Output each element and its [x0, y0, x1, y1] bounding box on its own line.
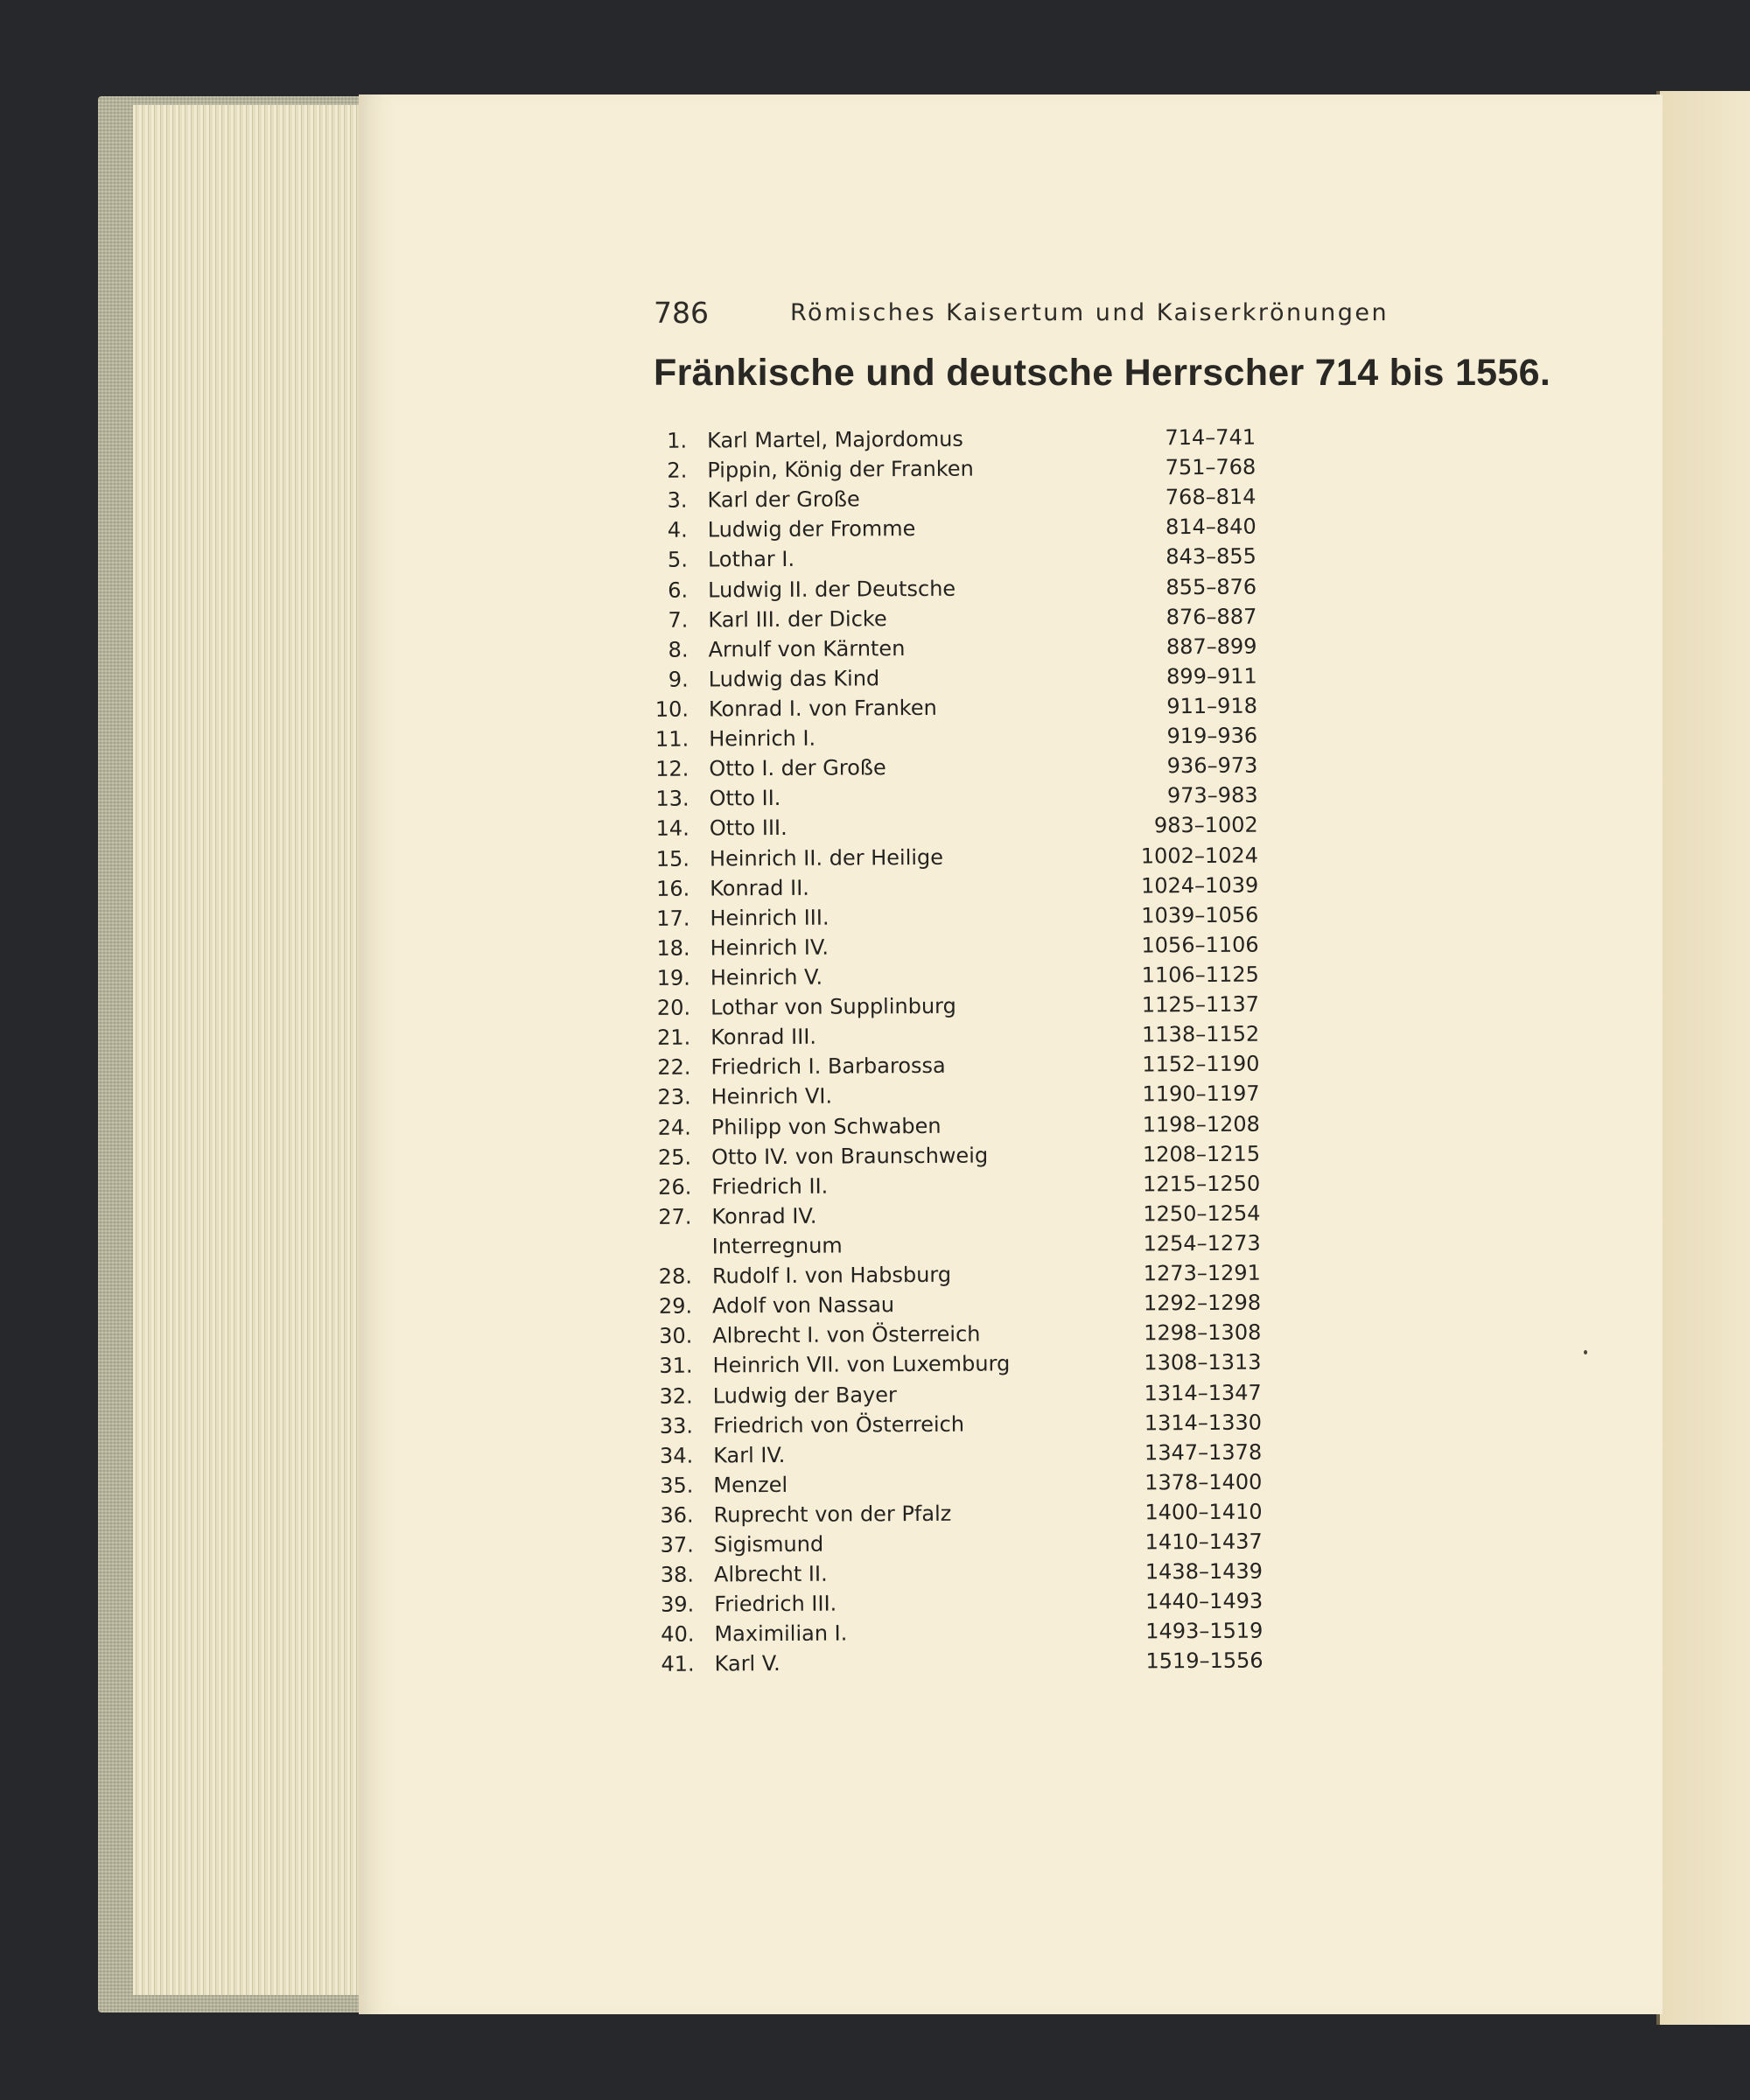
ruler-row [635, 1230, 1283, 1264]
ruler-years: 1002–1024 [1140, 843, 1259, 868]
ruler-number: 4. [667, 517, 688, 543]
ruler-row [634, 1052, 1281, 1086]
ruler-number: 7. [668, 607, 689, 633]
ruler-number: 41. [661, 1652, 695, 1677]
ruler-name: Konrad II. [710, 875, 809, 901]
page-title: Fränkische und deutsche Herrscher 714 bis 1556. [654, 352, 1551, 394]
ruler-row [630, 424, 1278, 458]
ruler-number: 20. [656, 995, 691, 1020]
ruler-number: 31. [659, 1353, 693, 1379]
ruler-name: Karl V. [714, 1651, 780, 1676]
ruler-row [637, 1619, 1284, 1653]
ruler-name: Adolf von Nassau [712, 1292, 895, 1319]
ruler-row [637, 1530, 1284, 1564]
ruler-row [634, 1111, 1282, 1145]
page-number: 786 [654, 296, 709, 330]
ruler-years: 1378–1400 [1144, 1469, 1263, 1495]
ruler-name: Ludwig das Kind [708, 666, 880, 692]
ruler-name: Ludwig der Fromme [707, 516, 916, 542]
ruler-name: Menzel [713, 1472, 788, 1498]
ruler-list [630, 424, 1285, 1682]
ruler-number: 21. [656, 1025, 691, 1051]
ruler-years: 1400–1410 [1144, 1499, 1263, 1525]
ruler-name: Albrecht I. von Österreich [712, 1321, 981, 1348]
ruler-name: Ruprecht von der Pfalz [713, 1501, 952, 1528]
ruler-row [637, 1589, 1284, 1623]
ruler-name: Friedrich I. Barbarossa [710, 1054, 946, 1080]
ruler-name: Konrad IV. [711, 1203, 817, 1229]
ruler-number: 3. [667, 487, 688, 513]
ruler-row [630, 455, 1278, 489]
ruler-number: 24. [657, 1115, 691, 1140]
ruler-number: 32. [659, 1383, 693, 1409]
ruler-years: 983–1002 [1153, 813, 1258, 838]
ruler-row [632, 693, 1279, 727]
ruler-years: 751–768 [1165, 454, 1256, 480]
page-edges [133, 105, 360, 1995]
ruler-years: 876–887 [1166, 604, 1257, 629]
ruler-name: Pippin, König der Franken [707, 456, 974, 483]
ruler-number: 1. [667, 428, 688, 453]
ruler-number: 39. [660, 1592, 695, 1618]
ruler-row [631, 634, 1278, 668]
ruler-number: 9. [668, 667, 689, 692]
running-title: Römisches Kaisertum und Kaiserkrönungen [790, 299, 1390, 326]
ruler-name: Konrad I. von Franken [708, 695, 937, 722]
ruler-row [631, 574, 1278, 608]
ruler-row [637, 1559, 1284, 1593]
ruler-row [634, 1200, 1282, 1235]
ruler-number: 16. [655, 876, 690, 901]
ruler-name: Heinrich IV. [710, 934, 830, 961]
ruler-name: Konrad III. [710, 1024, 817, 1050]
ruler-row [635, 1320, 1283, 1354]
ruler-years: 936–973 [1166, 752, 1258, 779]
ruler-row [633, 813, 1280, 847]
ruler-years: 919–936 [1166, 723, 1258, 749]
ruler-number: 36. [660, 1502, 694, 1528]
ruler-row [632, 724, 1279, 758]
ruler-name: Friedrich II. [711, 1173, 829, 1200]
ruler-name: Heinrich III. [710, 905, 830, 931]
ruler-years: 1410–1437 [1144, 1529, 1263, 1555]
ruler-row [635, 1291, 1283, 1325]
ruler-name: Friedrich III. [714, 1591, 837, 1617]
ruler-name: Karl Martel, Majordomus [706, 426, 963, 453]
ruler-years: 1314–1347 [1144, 1380, 1262, 1405]
ruler-years: 1347–1378 [1144, 1439, 1263, 1466]
ruler-number: 40. [661, 1621, 695, 1648]
ruler-row [632, 663, 1279, 697]
ruler-row [637, 1499, 1284, 1533]
running-head [654, 296, 1529, 340]
ruler-years: 1152–1190 [1142, 1051, 1260, 1077]
ruler-name: Friedrich von Österreich [712, 1411, 965, 1438]
ruler-row [635, 1350, 1283, 1384]
ruler-years: 1125–1137 [1141, 991, 1260, 1018]
ruler-name: Heinrich I. [709, 725, 816, 752]
ink-speck [1584, 1350, 1587, 1354]
ruler-name: Lothar von Supplinburg [710, 993, 956, 1020]
ruler-years: 1190–1197 [1142, 1082, 1260, 1107]
ruler-number: 15. [655, 846, 690, 872]
ruler-number: 11. [654, 726, 690, 752]
ruler-years: 843–855 [1166, 544, 1256, 570]
ruler-number: 28. [658, 1264, 693, 1289]
ruler-name: Otto II. [709, 786, 781, 811]
ruler-years: 1215–1250 [1143, 1171, 1261, 1197]
ruler-years: 1438–1439 [1144, 1558, 1264, 1585]
ruler-name: Heinrich V. [710, 964, 823, 990]
ruler-row [636, 1439, 1284, 1474]
ruler-name: Otto IV. von Braunschweig [710, 1143, 989, 1170]
ruler-name: Otto I. der Große [709, 755, 886, 781]
ruler-number: 34. [659, 1443, 694, 1468]
ruler-name: Karl IV. [713, 1442, 786, 1468]
ruler-row [634, 1171, 1282, 1205]
ruler-row [631, 514, 1278, 549]
ruler-name: Arnulf von Kärnten [708, 635, 906, 662]
ruler-row [636, 1410, 1284, 1444]
ruler-row [635, 1261, 1283, 1295]
ruler-years: 1024–1039 [1140, 872, 1259, 899]
ruler-number: 6. [668, 578, 689, 603]
ruler-number: 18. [656, 935, 690, 961]
ruler-name: Karl der Große [707, 486, 860, 513]
ruler-number: 35. [660, 1473, 694, 1498]
ruler-row [636, 1469, 1284, 1503]
ruler-name: Interregnum [711, 1233, 843, 1259]
ruler-row [632, 753, 1279, 788]
ruler-years: 1440–1493 [1144, 1588, 1264, 1614]
ruler-years: 1198–1208 [1142, 1111, 1260, 1137]
ruler-years: 714–741 [1165, 424, 1256, 451]
ruler-number: 33. [659, 1413, 694, 1438]
ruler-number: 14. [655, 816, 690, 842]
ruler-years: 1298–1308 [1144, 1320, 1262, 1346]
ruler-name: Rudolf I. von Habsburg [711, 1262, 952, 1289]
ruler-name: Heinrich VI. [710, 1084, 833, 1110]
ruler-name: Lothar I. [707, 547, 795, 572]
ruler-years: 768–814 [1165, 484, 1256, 510]
ruler-years: 1273–1291 [1143, 1260, 1261, 1286]
ruler-years: 1493–1519 [1145, 1618, 1264, 1644]
ruler-name: Karl III. der Dicke [708, 606, 887, 633]
ruler-row [638, 1648, 1285, 1683]
ruler-row [633, 783, 1280, 817]
ruler-name: Maximilian I. [714, 1620, 848, 1647]
ruler-name: Heinrich VII. von Luxemburg [712, 1351, 1011, 1378]
ruler-number: 22. [657, 1054, 691, 1081]
ruler-years: 1138–1152 [1142, 1021, 1260, 1047]
ruler-number: 23. [657, 1084, 691, 1110]
ruler-years: 1519–1556 [1145, 1648, 1264, 1674]
ruler-name: Heinrich II. der Heilige [709, 844, 944, 871]
ruler-name: Ludwig der Bayer [712, 1382, 897, 1408]
ruler-years: 1292–1298 [1143, 1290, 1262, 1316]
ruler-name: Albrecht II. [713, 1561, 828, 1587]
ruler-number: 12. [655, 756, 690, 782]
ruler-years: 973–983 [1166, 782, 1258, 808]
ruler-number: 38. [660, 1562, 695, 1587]
ruler-number: 19. [656, 965, 690, 990]
ruler-row [636, 1380, 1284, 1414]
ruler-years: 814–840 [1165, 514, 1256, 540]
ruler-years: 1314–1330 [1144, 1410, 1263, 1436]
ruler-number: 25. [657, 1144, 692, 1170]
ruler-name: Ludwig II. der Deutsche [708, 576, 956, 603]
ruler-number: 37. [660, 1532, 694, 1558]
ruler-row [631, 544, 1278, 578]
ruler-number: 29. [658, 1293, 693, 1319]
ruler-years: 1106–1125 [1141, 962, 1259, 988]
ruler-years: 855–876 [1166, 574, 1257, 599]
ruler-number: 30. [659, 1323, 693, 1349]
ruler-years: 1250–1254 [1143, 1200, 1261, 1227]
ruler-number: 17. [656, 906, 690, 931]
ruler-years: 1208–1215 [1142, 1141, 1261, 1167]
ruler-number: 27. [658, 1204, 692, 1229]
ruler-row [634, 992, 1281, 1026]
ruler-name: Otto III. [709, 816, 788, 841]
ruler-years: 899–911 [1166, 663, 1257, 690]
ruler-row [634, 1082, 1282, 1116]
ruler-name: Philipp von Schwaben [710, 1113, 942, 1139]
facing-page-edge [1656, 91, 1750, 2025]
ruler-years: 911–918 [1166, 693, 1258, 719]
ruler-years: 1254–1273 [1143, 1230, 1261, 1256]
ruler-years: 1039–1056 [1141, 902, 1259, 928]
ruler-number: 10. [654, 696, 690, 722]
ruler-row [634, 1022, 1281, 1056]
ruler-row [634, 962, 1281, 996]
ruler-number: 26. [658, 1174, 692, 1200]
ruler-name: Sigismund [713, 1531, 824, 1558]
ruler-years: 1056–1106 [1141, 932, 1259, 958]
ruler-row [634, 932, 1281, 966]
ruler-row [633, 902, 1280, 936]
ruler-years: 887–899 [1166, 634, 1257, 660]
ruler-number: 2. [667, 458, 688, 483]
ruler-number: 13. [655, 786, 690, 812]
ruler-number: 5. [667, 548, 689, 573]
ruler-row [633, 872, 1280, 906]
ruler-row [633, 843, 1280, 877]
ruler-row [634, 1141, 1282, 1175]
ruler-number: 8. [668, 637, 689, 662]
ruler-row [630, 485, 1278, 519]
ruler-row [631, 604, 1278, 638]
ruler-years: 1308–1313 [1144, 1350, 1262, 1376]
